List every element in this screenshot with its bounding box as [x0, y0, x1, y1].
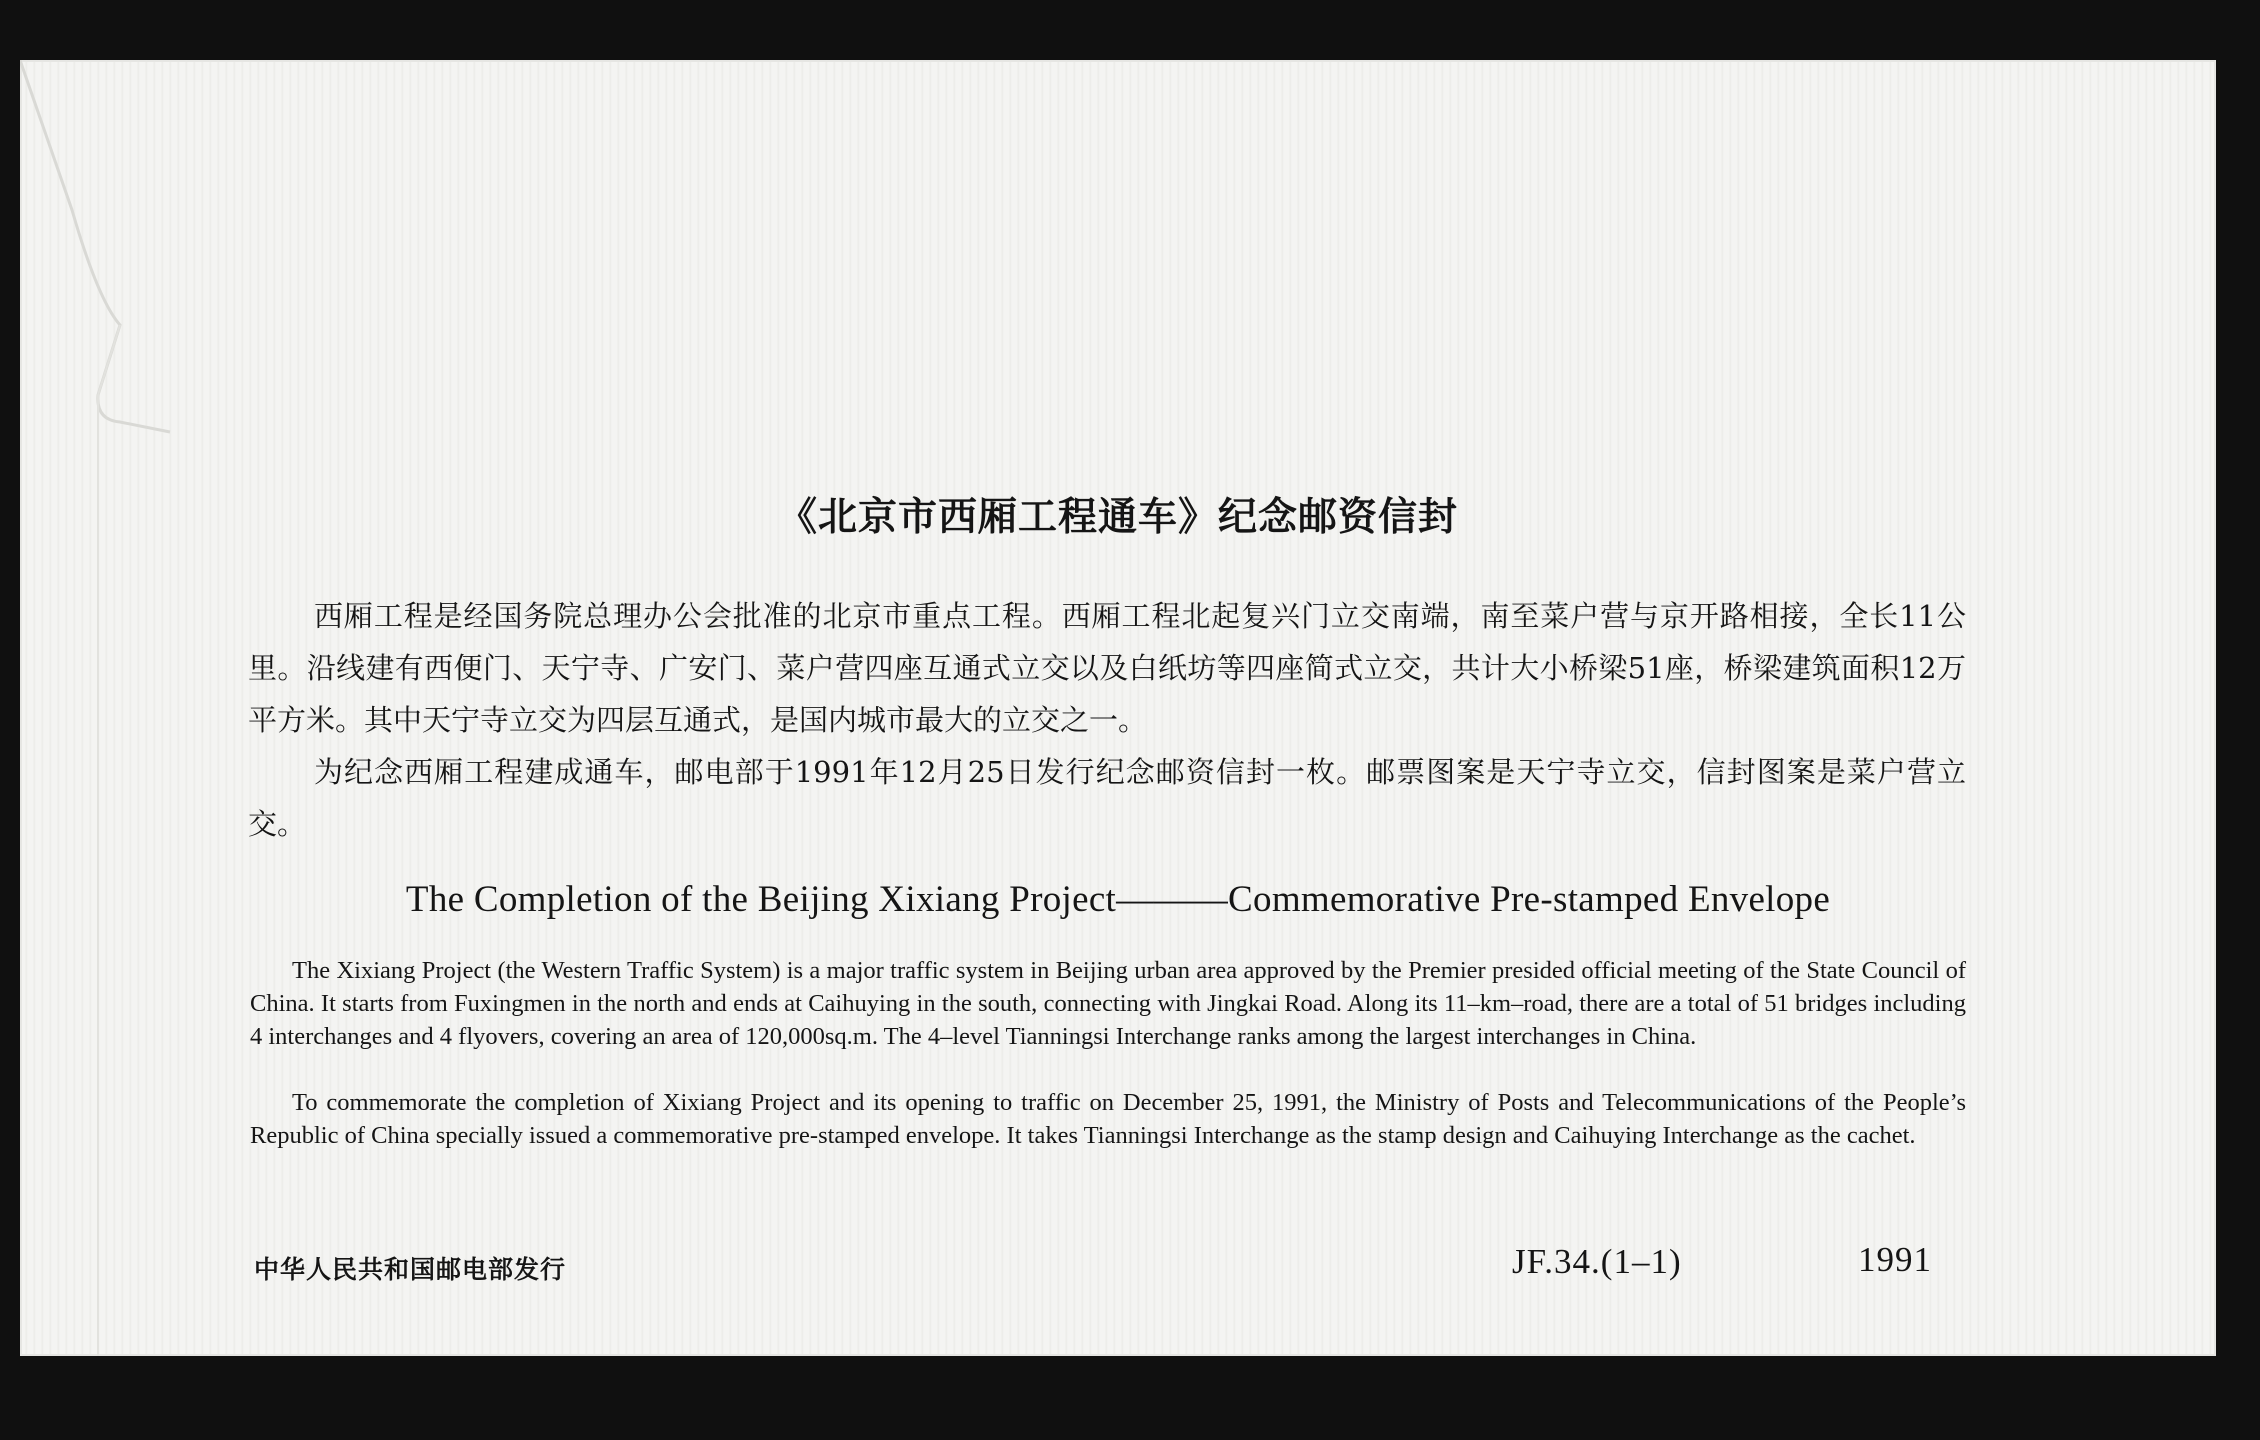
issue-code: JF.34.(1–1)	[1512, 1242, 1682, 1281]
chinese-paragraph-1: 西厢工程是经国务院总理办公会批准的北京市重点工程。西厢工程北起复兴门立交南端，南至菜户营与京开路相接，全长11公里。沿线建有西便门、天宁寺、广安门、菜户营四座互通式立交以及白纸坊等四座简式立交，共计大小桥梁51座，桥梁建筑面积12万平方米。其中天宁寺立交为四层互通式，是国内城市最大的立交之一。	[248, 599, 1966, 737]
envelope-text	[20, 60, 2216, 1356]
envelope-back	[20, 60, 2216, 1356]
english-paragraph-1: The Xixiang Project (the Western Traffic System) is a major traffic system in Beijing urban area approved by the Premier presided official meeting of the State Council of China. It starts from Fuxingmen in the north and ends at Caihuying in the south, connecting with Jingkai Road. Along its 11–km–road, there are a total of 51 bridges including 4 interchanges and 4 flyovers, covering an area of 120,000sq.m. The 4–level Tianningsi Interchange ranks among the largest interchanges in China.	[250, 957, 1966, 1050]
publisher-line: 中华人民共和国邮电部发行	[254, 1255, 567, 1284]
chinese-paragraph-2: 为纪念西厢工程建成通车，邮电部于1991年12月25日发行纪念邮资信封一枚。邮票图案是天宁寺立交，信封图案是菜户营立交。	[248, 755, 1966, 841]
english-paragraph-2: To commemorate the completion of Xixiang Project and its opening to traffic on December 25, 1991, the Ministry of Posts and Telecommunications of the People’s Republic of China specially issued a commemorative pre-stamped envelope. It takes Tianningsi Interchange as the stamp design and Caihuying Interchange as the cachet.	[250, 1089, 1966, 1149]
english-title: The Completion of the Beijing Xixiang Project———Commemorative Pre-stamped Envelope	[405, 879, 1831, 920]
chinese-title: 《北京市西厢工程通车》纪念邮资信封	[777, 495, 1458, 540]
issue-year: 1991	[1858, 1240, 1932, 1279]
